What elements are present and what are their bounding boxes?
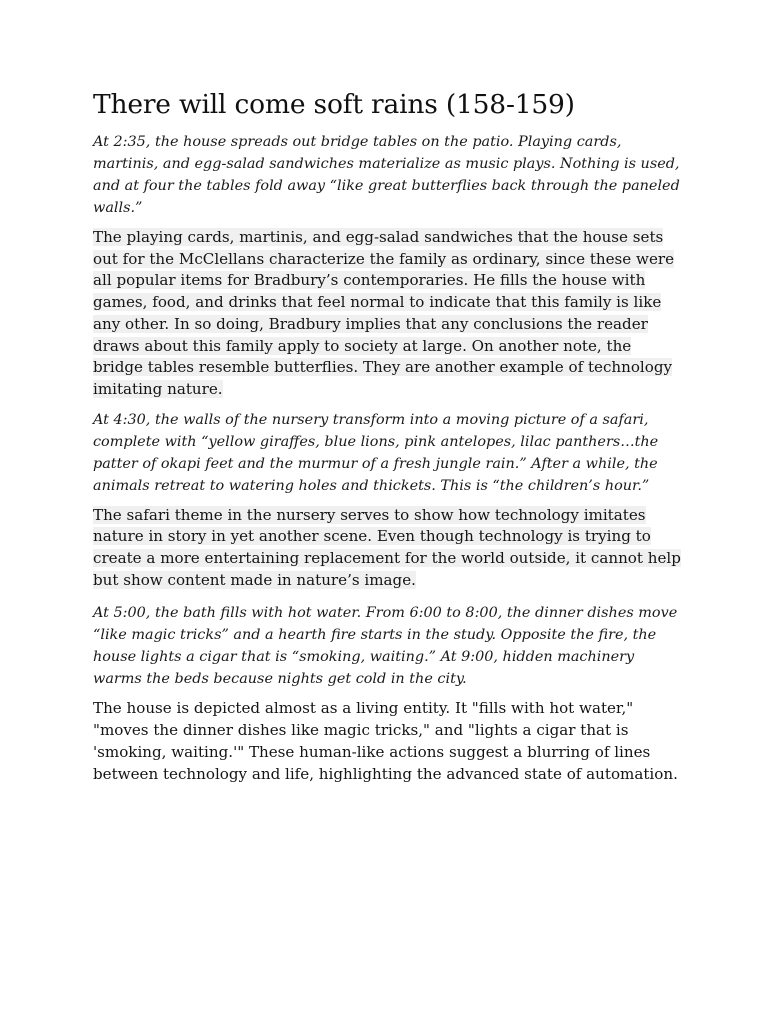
summary-paragraph-1: At 2:35, the house spreads out bridge tables on the patio. Playing cards, martinis, and egg-salad sandwiches materialize as music plays. Nothing is used, and at four the tables fold away “like great butterflies back through the paneled walls.”	[93, 134, 680, 216]
analysis-text-2: The safari theme in the nursery serves to show how technology imitates nature in story in yet another scene. Even though technology is trying to create a more entertaining replacement for the world outside, it cannot help but show content made in nature’s image.	[93, 505, 681, 589]
analysis-paragraph-1	[93, 227, 681, 401]
analysis-text-1: The playing cards, martinis, and egg-salad sandwiches that the house sets out for the McClellans characterize the family as ordinary, since these were all popular items for Bradbury’s contemporaries. He fills the house with games, food, and drinks that feel normal to indicate that this family is like any other. In so doing, Bradbury implies that any conclusions the reader draws about this family apply to society at large. On another note, the bridge tables resemble butterflies. They are another example of technology imitating nature.	[93, 228, 675, 398]
analysis-paragraph-3: The house is depicted almost as a living entity. It "fills with hot water," "moves the dinner dishes like magic tricks," and "lights a cigar that is 'smoking, waiting.'" These human-like actions suggest a blurring of lines between technology and life, highlighting the advanced state of automation.	[93, 699, 678, 783]
summary-paragraph-2: At 4:30, the walls of the nursery transform into a moving picture of a safari, complete with “yellow giraffes, blue lions, pink antelopes, lilac panthers…the patter of okapi feet and the murmur of a fresh jungle rain.” After a while, the animals retreat to watering holes and thickets. This is “the children’s hour.”	[93, 411, 659, 494]
summary-paragraph-3: At 5:00, the bath fills with hot water. From 6:00 to 8:00, the dinner dishes move “like magic tricks” and a hearth fire starts in the study. Opposite the fire, the house lights a cigar that is “smoking, waiting.” At 9:00, hidden machinery warms the beds because nights get cold in the city.	[93, 605, 678, 688]
analysis-paragraph-2	[93, 505, 681, 592]
document-title: There will come soft rains (158-159)	[93, 89, 575, 120]
document-page	[93, 88, 681, 793]
